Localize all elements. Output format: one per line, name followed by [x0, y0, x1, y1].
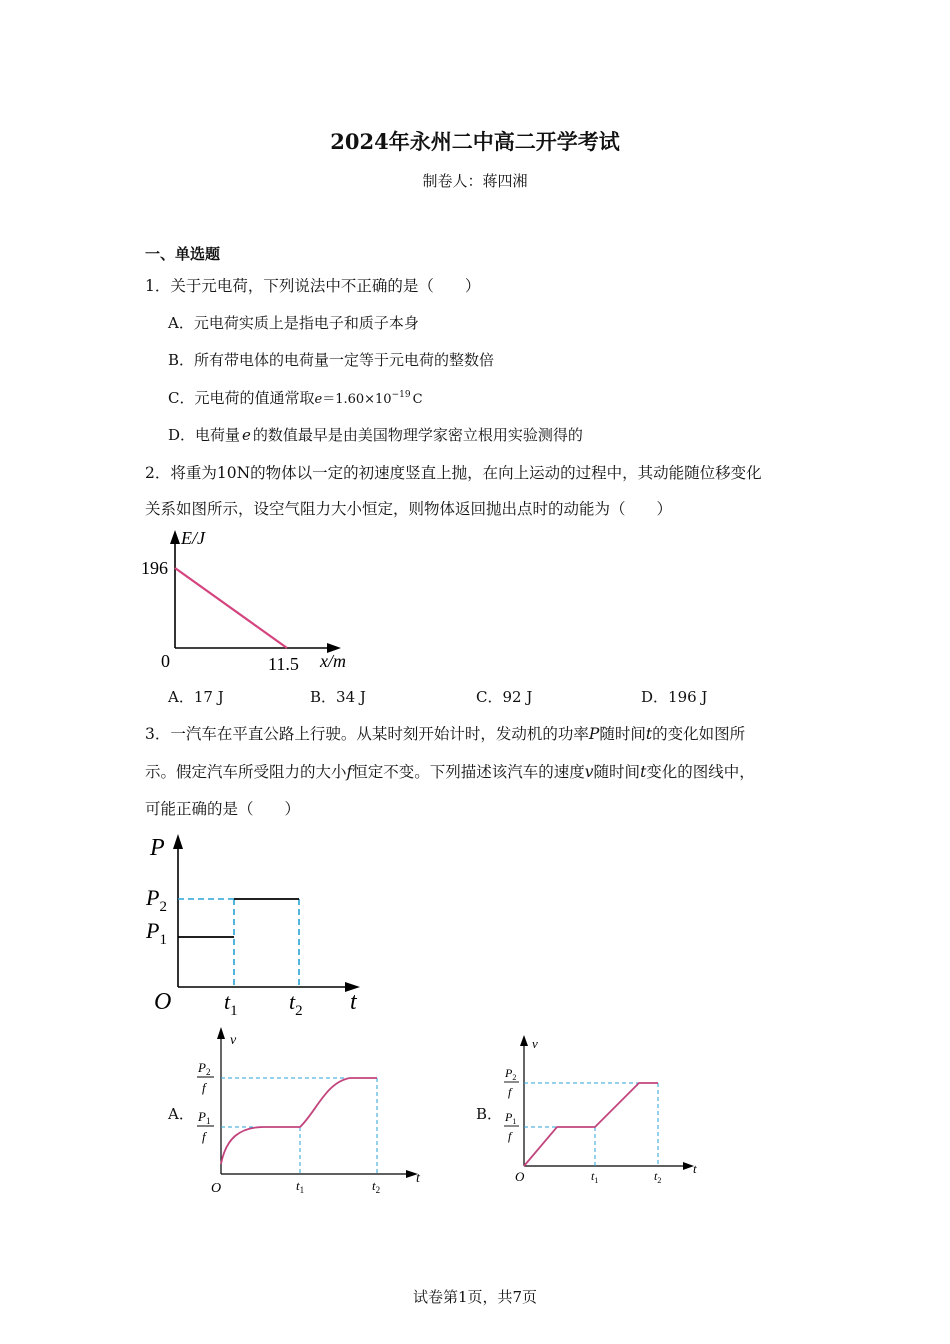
q3-line1-a: 3．一汽车在平直公路上行驶。从某时刻开始计时，发动机的功率 [145, 725, 589, 743]
q2-option-d: D．196 J [641, 688, 708, 706]
qb-y-arrow [520, 1035, 528, 1046]
q2-x-tick-11.5: 11.5 [268, 654, 299, 674]
q1-option-b: B．所有带电体的电荷量一定等于元电荷的整数倍 [168, 351, 495, 369]
q3-p-x-label: t [350, 989, 357, 1015]
q3-option-a-chart [192, 1020, 432, 1200]
qb-t2-label: $t_2$ [654, 1169, 662, 1185]
q3-p2-label: $P_2$ [146, 885, 167, 915]
q3-var-t2: t [640, 763, 647, 781]
q2-series-line [175, 568, 287, 648]
qa-p2-num: $P_2$ [198, 1060, 211, 1077]
q1-option-c [168, 387, 423, 408]
qa-p2-den: f [202, 1080, 206, 1095]
q2-x-label: x/m [320, 651, 346, 671]
q3-line2 [145, 760, 755, 782]
q1-option-d-var: e [242, 426, 251, 444]
exam-author: 制卷人：蒋四湘 [422, 172, 528, 190]
section-heading: 一、单选题 [145, 245, 221, 263]
exam-title: 2024年永州二中高二开学考试 [330, 129, 620, 154]
q3-line2-c: 随时间 [593, 763, 641, 781]
q3-line3: 可能正确的是（ ） [145, 800, 301, 818]
q3-line1-c: 的变化如图所 [652, 725, 746, 743]
q1-option-d-tail: 的数值最早是由美国物理学家密立根用实验测得的 [252, 426, 583, 444]
q3-p-t1-label: $t_1$ [224, 989, 238, 1019]
q2-y-label: E/J [181, 528, 205, 548]
q1-formula-value: ＝1.60×10 [322, 392, 392, 407]
q1-formula-e: e [314, 392, 323, 407]
q2-energy-chart [135, 520, 375, 680]
q2-line2: 关系如图所示，设空气阻力大小恒定，则物体返回抛出点时的动能为（ ） [145, 500, 673, 518]
q3-option-b-chart [497, 1030, 717, 1190]
q3-p-origin: O [154, 989, 172, 1015]
qa-t-label: t [416, 1171, 420, 1186]
q3-p-t2-label: $t_2$ [289, 989, 303, 1019]
q3-line1 [145, 722, 745, 744]
qb-p1-num: $P_1$ [505, 1110, 517, 1126]
q2-origin: 0 [161, 651, 170, 671]
q3-line2-b: 恒定不变。下列描述该汽车的速度 [352, 763, 585, 781]
q3-option-a-label: A． [168, 1105, 194, 1123]
qb-origin: O [515, 1169, 525, 1184]
qa-p1-num: $P_1$ [198, 1109, 211, 1126]
q3-option-b-label: B． [476, 1105, 503, 1123]
q3-p1-label: $P_1$ [146, 918, 167, 948]
qa-t2-label: $t_2$ [372, 1178, 381, 1195]
q3-var-p: P [588, 725, 600, 743]
qa-v-label: v [230, 1033, 237, 1048]
q2-option-b: B．34 J [310, 688, 366, 706]
qb-v-label: v [532, 1036, 538, 1051]
q1-option-c-text: C．元电荷的值通常取 [168, 389, 315, 407]
q2-option-a: A．17 J [168, 688, 224, 706]
page-footer: 试卷第1页，共7页 [412, 1288, 538, 1306]
qb-p2-den: f [508, 1085, 512, 1099]
qa-y-arrow [217, 1027, 225, 1039]
qa-velocity-curve [221, 1078, 377, 1164]
q3-power-chart [138, 828, 378, 1023]
q3-var-f: f [346, 763, 353, 781]
q3-p-y-label: P [150, 835, 165, 861]
q3-var-v: v [584, 763, 594, 781]
q1-option-d-text: D．电荷量 [168, 426, 241, 444]
q3-p-y-arrow [173, 834, 183, 849]
q3-line2-a: 示。假定汽车所受阻力的大小 [145, 763, 347, 781]
q2-y-arrow [170, 530, 180, 544]
qa-t1-label: $t_1$ [296, 1178, 305, 1195]
q1-formula-unit: C [412, 392, 423, 407]
qb-velocity-curve [524, 1083, 658, 1166]
qb-t-label: t [693, 1161, 697, 1176]
q2-option-c: C．92 J [476, 688, 533, 706]
q2-line1: 2．将重为10N的物体以一定的初速度竖直上抛，在向上运动的过程中，其动能随位移变化 [145, 464, 762, 482]
q1-formula-exp: −19 [391, 390, 411, 400]
qb-p1-den: f [508, 1129, 512, 1143]
q2-y-tick-196: 196 [141, 558, 168, 578]
qa-p1-den: f [202, 1129, 206, 1144]
qb-p2-num: $P_2$ [505, 1066, 517, 1082]
q3-line1-b: 随时间 [599, 725, 646, 743]
q1-option-d [168, 424, 583, 445]
q3-var-t: t [645, 725, 653, 743]
q1-option-a: A．元电荷实质上是指电子和质子本身 [168, 314, 419, 332]
q3-line2-d: 变化的图线中， [646, 763, 755, 781]
qa-origin: O [211, 1181, 222, 1196]
q1-stem: 1．关于元电荷，下列说法中不正确的是（ ） [145, 277, 481, 295]
qb-t1-label: $t_1$ [591, 1169, 599, 1185]
